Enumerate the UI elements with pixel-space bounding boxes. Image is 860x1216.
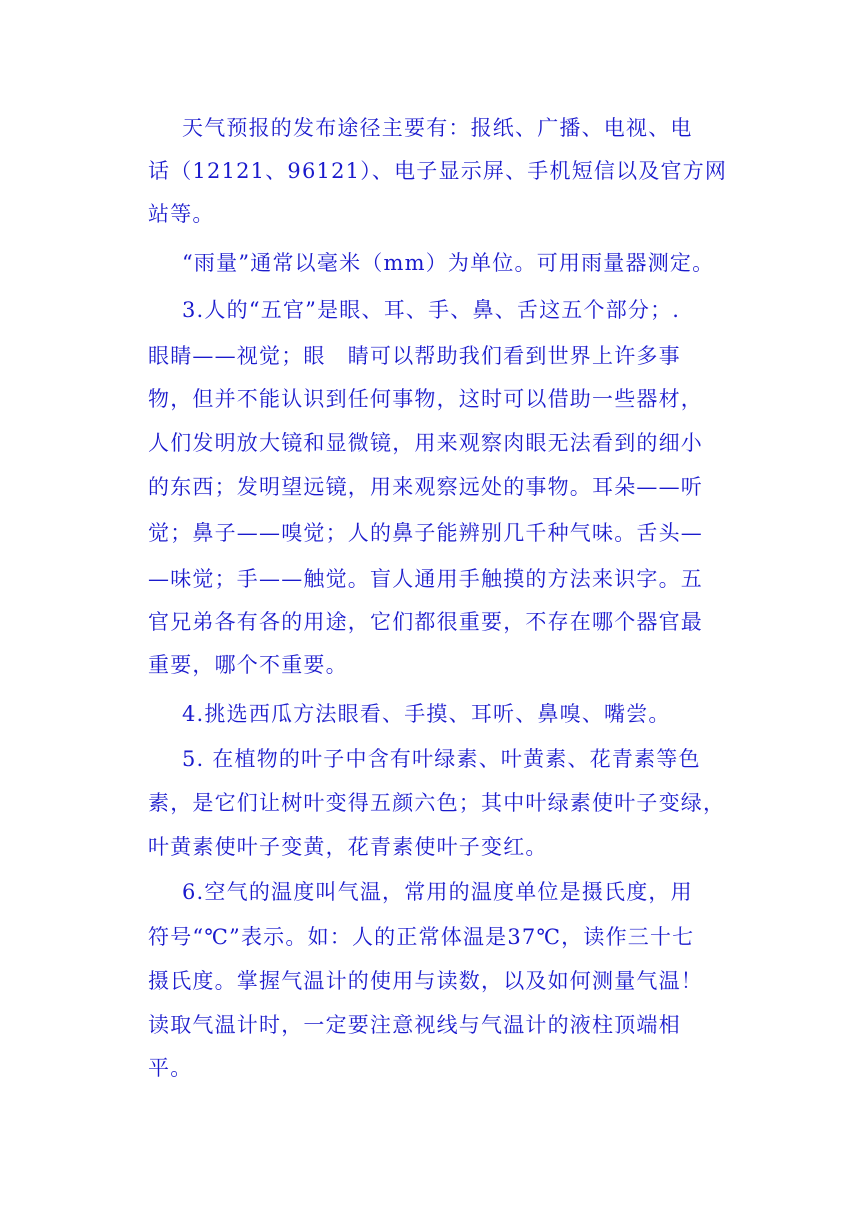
text-line: —味觉；手——触觉。盲人通用手触摸的方法来识字。五 (148, 567, 703, 591)
text-line: 3.人的“五官”是眼、耳、手、鼻、舌这五个部分；. (182, 298, 681, 322)
text-line: 符号“℃”表示。如：人的正常体温是37℃，读作三十七 (148, 925, 695, 949)
text-line: “雨量”通常以毫米（mm）为单位。可用雨量器测定。 (182, 251, 715, 275)
text-line: 物，但并不能认识到任何事物，这时可以借助一些器材， (148, 387, 703, 411)
text-line: 5. 在植物的叶子中含有叶绿素、叶黄素、花青素等色 (182, 747, 701, 771)
text-line: 天气预报的发布途径主要有：报纸、广播、电视、电 (182, 116, 693, 140)
text-line: 平。 (148, 1056, 193, 1080)
text-line: 6.空气的温度叫气温，常用的温度单位是摄氏度，用 (182, 880, 693, 904)
text-line: 摄氏度。掌握气温计的使用与读数，以及如何测量气温！ (148, 969, 703, 993)
text-line: 4.挑选西瓜方法眼看、手摸、耳听、鼻嗅、嘴尝。 (182, 702, 671, 726)
text-line: 人们发明放大镜和显微镜，用来观察肉眼无法看到的细小 (148, 431, 703, 455)
text-line: 叶黄素使叶子变黄，花青素使叶子变红。 (148, 835, 548, 859)
text-line: 官兄弟各有各的用途，它们都很重要，不存在哪个器官最 (148, 610, 703, 634)
text-line: 话（12121、96121）、电子显示屏、手机短信以及官方网 (148, 159, 728, 183)
text-line: 的东西；发明望远镜，用来观察远处的事物。耳朵——听 (148, 475, 703, 499)
text-line: 读取气温计时，一定要注意视线与气温计的液柱顶端相 (148, 1013, 681, 1037)
text-line: 觉；鼻子——嗅觉；人的鼻子能辨别几千种气味。舌头— (148, 521, 703, 545)
text-line: 眼睛——视觉；眼 睛可以帮助我们看到世界上许多事 (148, 344, 681, 368)
text-line: 重要，哪个不重要。 (148, 653, 348, 677)
text-line: 站等。 (148, 202, 215, 226)
text-line: 素，是它们让树叶变得五颜六色；其中叶绿素使叶子变绿， (148, 791, 726, 815)
